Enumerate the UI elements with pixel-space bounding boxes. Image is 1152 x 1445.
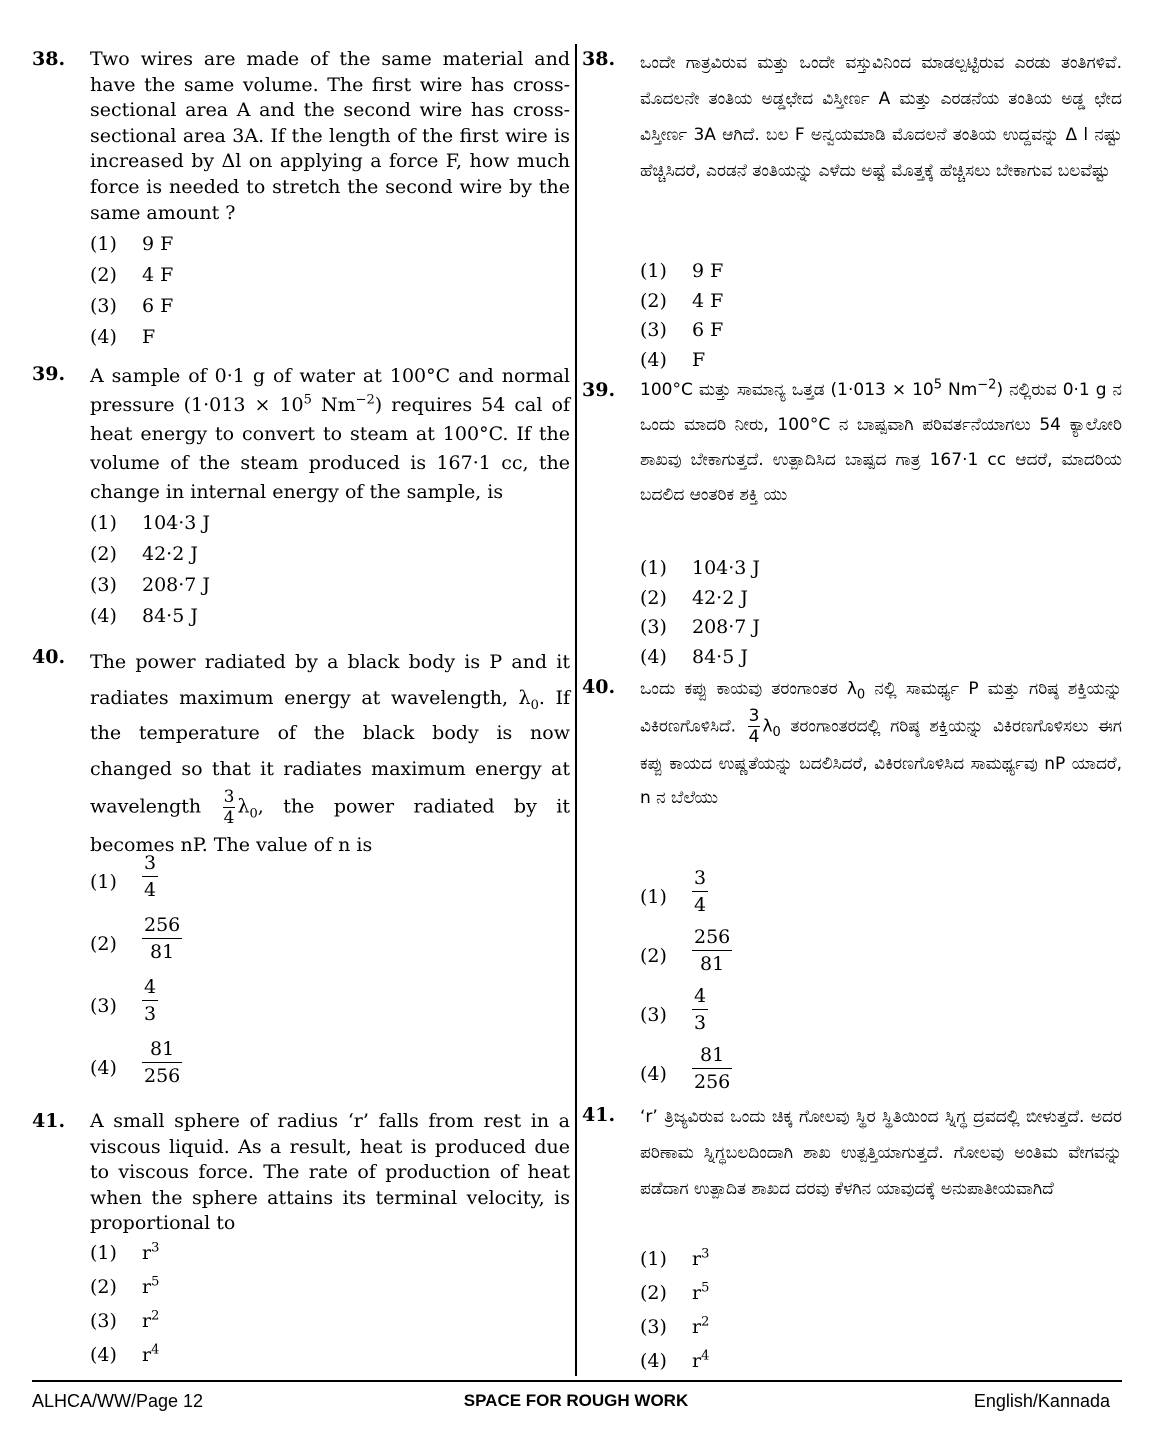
option-2[interactable] (640, 924, 1122, 983)
option-3[interactable] (640, 613, 1122, 643)
option-value: $\frac{256}{81}$ (694, 926, 731, 975)
option-value: $r^2$ (142, 1308, 160, 1332)
option-number: (2) (90, 543, 117, 565)
option-value: $r^4$ (142, 1342, 160, 1366)
inline-fraction: $\frac{3}{4}$ (748, 706, 760, 747)
option-number: (2) (90, 933, 117, 955)
option-3[interactable] (640, 316, 1122, 346)
question-number: 38. (582, 48, 616, 70)
option-number: (3) (640, 1316, 667, 1338)
option-1[interactable] (640, 257, 1122, 287)
option-value: $r^5$ (142, 1274, 160, 1298)
option-number: (1) (90, 1242, 117, 1264)
option-2[interactable] (640, 1279, 1122, 1313)
option-number: (3) (90, 574, 117, 596)
option-3[interactable] (90, 292, 570, 323)
option-number: (4) (90, 326, 117, 348)
option-value: 208·7 J (142, 574, 211, 596)
option-value: 4 F (692, 289, 724, 312)
question-text: ‘r’ ತ್ರಿಜ್ಯವಿರುವ ಒಂದು ಚಿಕ್ಕ ಗೋಲವು ಸ್ಥಿರ ಸ್ಥಿತಿಯಿಂದ ಸ್ನಿಗ್ಧ ದ್ರವದಲ್ಲಿ ಬೀಳುತ್ತದೆ. ಅದರ ಪರಿಣಾಮ ಸ್ನಿಗ್ಧಬಲದಿಂದಾಗಿ ಶಾಖ ಉತ್ಪತ್ತಿಯಾಗುತ್ತದೆ. ಗೋಲವು ಅಂತಿಮ ವೇಗವನ್ನು ಪಡೆದಾಗ ಉತ್ಪಾದಿತ ಶಾಖದ ದರವು ಕೆಳಗಿನ ಯಾವುದಕ್ಕೆ ಅನುಪಾತೀಯವಾಗಿದೆ (640, 1107, 1122, 1199)
language-label: English/Kannada (973, 1391, 1110, 1411)
option-value: 104·3 J (142, 512, 211, 534)
options-list (640, 554, 1122, 672)
options-list (640, 257, 1122, 375)
option-number: (1) (640, 1248, 667, 1270)
option-number: (1) (90, 871, 117, 893)
question-number: 41. (32, 1110, 66, 1132)
option-value: $\frac{4}{3}$ (694, 985, 707, 1034)
option-value: 42·2 J (142, 543, 198, 565)
options-list (90, 850, 570, 1098)
option-value: $\frac{3}{4}$ (694, 867, 707, 916)
option-3[interactable] (90, 974, 570, 1036)
option-2[interactable] (90, 1273, 570, 1307)
options-list (640, 1245, 1122, 1381)
option-number: (3) (90, 995, 117, 1017)
option-number: (3) (90, 1310, 117, 1332)
option-3[interactable] (90, 571, 570, 602)
options-list (640, 865, 1122, 1101)
option-3[interactable] (90, 1307, 570, 1341)
options-list (90, 509, 570, 633)
option-number: (3) (640, 1004, 667, 1026)
option-value: 6 F (142, 295, 174, 317)
option-value: 104·3 J (692, 557, 761, 579)
option-number: (4) (640, 645, 667, 668)
question-text: A small sphere of radius ‘r’ falls from rest in a viscous liquid. As a result, heat is produced due to viscous force. The rate of production of heat when the sphere attains its terminal velocity, is proportional to (90, 1110, 570, 1234)
option-value: $r^3$ (142, 1240, 160, 1264)
option-value: 42·2 J (692, 586, 748, 609)
option-3[interactable] (640, 1313, 1122, 1347)
option-value: F (692, 348, 706, 371)
option-3[interactable] (640, 983, 1122, 1042)
option-value: $\frac{256}{81}$ (144, 914, 181, 963)
question-number: 39. (582, 379, 616, 401)
option-1[interactable] (640, 1245, 1122, 1279)
column-divider (575, 44, 577, 1376)
option-number: (2) (640, 1282, 667, 1304)
option-4[interactable] (90, 1036, 570, 1098)
option-1[interactable] (90, 509, 570, 540)
option-number: (1) (640, 886, 667, 908)
option-2[interactable] (640, 584, 1122, 614)
option-number: (1) (90, 512, 117, 534)
footer-rule (32, 1380, 1122, 1382)
option-value: $r^3$ (692, 1246, 710, 1270)
option-value: $\frac{81}{256}$ (694, 1044, 731, 1093)
option-value: $r^4$ (692, 1348, 710, 1372)
option-2[interactable] (90, 912, 570, 974)
option-value: 9 F (142, 233, 174, 255)
option-number: (4) (640, 1350, 667, 1372)
option-4[interactable] (90, 1341, 570, 1375)
option-number: (2) (90, 1276, 117, 1298)
option-1[interactable] (90, 230, 570, 261)
option-number: (2) (90, 264, 117, 286)
page-code: ALHCA/WW/Page 12 (32, 1391, 204, 1411)
inline-fraction: $\frac{3}{4}$ (223, 787, 235, 828)
option-4[interactable] (640, 1347, 1122, 1381)
option-value: $\frac{81}{256}$ (144, 1038, 181, 1087)
question-number: 40. (582, 676, 616, 698)
option-number: (1) (640, 557, 667, 579)
option-4[interactable] (640, 346, 1122, 376)
option-number: (2) (640, 586, 667, 609)
option-2[interactable] (90, 261, 570, 292)
option-2[interactable] (90, 540, 570, 571)
option-value: $\frac{4}{3}$ (144, 976, 157, 1025)
question-text: Two wires are made of the same material and have the same volume. The first wire has cross-sectional area A and the second wire has cross-sectional area 3A. If the length of the first wire is increased by Δl on applying a force F, how much force is needed to stretch the second wire by the same amount ? (90, 48, 570, 224)
option-number: (4) (640, 1063, 667, 1085)
question-text: ಒಂದೇ ಗಾತ್ರವಿರುವ ಮತ್ತು ಒಂದೇ ವಸ್ತುವಿನಿಂದ ಮಾಡಲ್ಪಟ್ಟಿರುವ ಎರಡು ತಂತಿಗಳಿವೆ. ಮೊದಲನೇ ತಂತಿಯ ಅಡ್ಡಛೇದ ವಿಸ್ತೀರ್ಣ A ಮತ್ತು ಎರಡನೆಯ ತಂತಿಯ ಅಡ್ಡ ಛೇದ ವಿಸ್ತೀರ್ಣ 3A ಆಗಿದೆ. ಬಲ F ಅನ್ವಯಮಾಡಿ ಮೊದಲನೆ ತಂತಿಯ ಉದ್ದವನ್ನು Δ l ನಷ್ಟು ಹೆಚ್ಚಿಸಿದರೆ, ಎರಡನೆ ತಂತಿಯನ್ನು ಎಳೆದು ಅಷ್ಟೆ ಮೊತ್ತಕ್ಕೆ ಹೆಚ್ಚಿಸಲು ಬೇಕಾಗುವ ಬಲವೆಷ್ಟು (640, 53, 1122, 181)
option-number: (4) (90, 605, 117, 627)
question-number: 40. (32, 646, 66, 668)
option-value: 6 F (692, 319, 724, 341)
option-value: F (142, 326, 156, 348)
option-number: (4) (640, 348, 667, 371)
option-1[interactable] (640, 865, 1122, 924)
option-number: (2) (640, 945, 667, 967)
option-1[interactable] (640, 554, 1122, 584)
option-value: 208·7 J (692, 616, 761, 638)
option-number: (3) (640, 319, 667, 341)
option-4[interactable] (90, 602, 570, 633)
question-text: 100°C ಮತ್ತು ಸಾಮಾನ್ಯ ಒತ್ತಡ ($1\cdot 013 \times 10^5$ $Nm^{-2}$) ನಲ್ಲಿರುವ 0·1 g ನ ಒಂದು ಮಾದರಿ ನೀರು, 100°C ನ ಬಾಷ್ಪವಾಗಿ ಪರಿವರ್ತನೆಯಾಗಲು 54 ಕ್ಯಾಲೋರಿ ಶಾಖವು ಬೇಕಾಗುತ್ತದೆ. ಉತ್ಪಾದಿಸಿದ ಬಾಷ್ಪದ ಗಾತ್ರ 167·1 cc ಆದರೆ, ಮಾದರಿಯ ಬದಲಿದ ಆಂತರಿಕ ಶಕ್ತಿ ಯು (640, 377, 1122, 505)
option-number: (1) (640, 260, 667, 282)
question-text: ಒಂದು ಕಪ್ಪು ಕಾಯವು ತರಂಗಾಂತರ $\lambda_0$ ನಲ್ಲಿ ಸಾಮರ್ಥ್ಯ P ಮತ್ತು ಗರಿಷ್ಠ ಶಕ್ತಿಯನ್ನು ವಿಕಿರಣಗೊಳಿಸಿದೆ. $\frac{3}{4}$ $\lambda_0$ ತರಂಗಾಂತರದಲ್ಲಿ ಗರಿಷ್ಠ ಶಕ್ತಿಯನ್ನು ವಿಕಿರಣಗೊಳಿಸಲು ಈಗ ಕಪ್ಪು ಕಾಯದ ಉಷ್ಣತೆಯನ್ನು ಬದಲಿಸಿದರೆ, ವಿಕಿರಣಗೊಳಿಸಿದ ಸಾಮರ್ಥ್ಯವು nP ಯಾದರೆ, n ನ ಬೆಲೆಯು (640, 679, 1122, 808)
option-value: 84·5 J (692, 645, 748, 668)
option-number: (4) (90, 1344, 117, 1366)
option-number: (1) (90, 233, 117, 255)
option-number: (4) (90, 1057, 117, 1079)
option-value: $\frac{3}{4}$ (144, 852, 157, 901)
option-number: (3) (90, 295, 117, 317)
question-number: 38. (32, 48, 66, 70)
option-number: (3) (640, 616, 667, 638)
option-4[interactable] (640, 643, 1122, 673)
option-1[interactable] (90, 850, 570, 912)
option-value: 84·5 J (142, 605, 198, 627)
question-number: 39. (32, 363, 66, 385)
option-value: $r^2$ (692, 1314, 710, 1338)
question-text: A sample of 0·1 g of water at 100°C and normal pressure ($1\cdot 013 \times 10^5$ $Nm^{-2}$) requires 54 cal of heat energy to convert to steam at 100°C. If the volume of the steam produced is 167·1 cc, the change in internal energy of the sample, is (90, 365, 570, 503)
question-text: The power radiated by a black body is P and it radiates maximum energy at wavelength, $\lambda_0$. If the temperature of the black body is now changed so that it radiates maximum energy at wavelength $\frac{3}{4}$ $\lambda_0$, the power radiated by it becomes nP. The value of n is (90, 651, 571, 856)
option-value: $r^5$ (692, 1280, 710, 1304)
option-2[interactable] (640, 287, 1122, 317)
option-1[interactable] (90, 1239, 570, 1273)
option-4[interactable] (90, 323, 570, 354)
options-list (90, 230, 570, 354)
question-number: 41. (582, 1104, 616, 1126)
option-4[interactable] (640, 1042, 1122, 1101)
option-value: 4 F (142, 264, 174, 286)
rough-work-label: SPACE FOR ROUGH WORK (463, 1391, 689, 1410)
option-number: (2) (640, 289, 667, 312)
options-list (90, 1239, 570, 1375)
option-value: 9 F (692, 260, 724, 282)
